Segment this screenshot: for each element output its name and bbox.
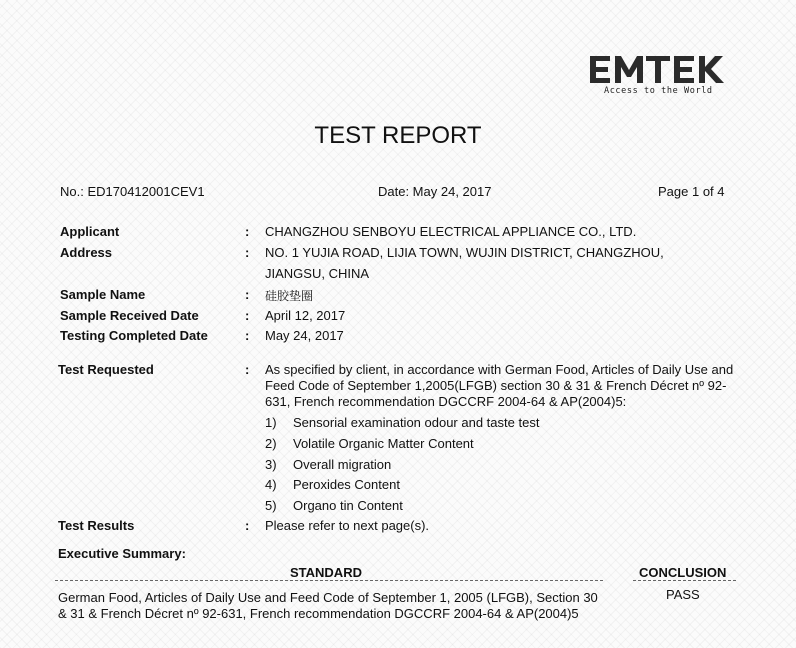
standard-text: German Food, Articles of Daily Use and Feed Code of September 1, 2005 (LFGB), Section 30 & 31 & French Décret nº 92-631, French recommendation DGCCRF 2004-64 & AP(2004)5	[58, 590, 598, 621]
sample-received-label: Sample Received Date	[60, 308, 199, 323]
colon: :	[245, 245, 250, 260]
test-item-number: 5)	[265, 498, 277, 513]
executive-summary-heading: Executive Summary:	[58, 546, 186, 561]
test-item-number: 3)	[265, 457, 277, 472]
conclusion-divider	[633, 580, 736, 581]
test-item-text: Sensorial examination odour and taste test	[293, 415, 540, 430]
testing-completed-label: Testing Completed Date	[60, 328, 208, 343]
testing-completed-value: May 24, 2017	[265, 328, 344, 343]
colon: :	[245, 362, 250, 377]
colon: :	[245, 328, 250, 343]
test-item-text: Overall migration	[293, 457, 392, 472]
emtek-logo-mark	[588, 52, 738, 86]
sample-received-value: April 12, 2017	[265, 308, 346, 323]
standard-divider	[55, 580, 603, 581]
test-item-text: Organo tin Content	[293, 498, 403, 513]
test-item-number: 1)	[265, 415, 277, 430]
test-item-number: 4)	[265, 477, 277, 492]
report-number: No.: ED170412001CEV1	[60, 184, 205, 199]
test-requested-value: As specified by client, in accordance with German Food, Articles of Daily Use and Feed Code of September 1,2005(LFGB) section 30 & 31 & French Décret nº 92-631, French recommendation DGCCRF 2004-64 & AP(2004)5:	[265, 362, 734, 409]
colon: :	[245, 308, 250, 323]
colon: :	[245, 224, 250, 239]
page-number: Page 1 of 4	[658, 184, 725, 199]
colon: :	[245, 518, 250, 533]
page-title: TEST REPORT	[314, 122, 482, 149]
test-item-text: Peroxides Content	[293, 477, 400, 492]
test-results-label: Test Results	[58, 518, 135, 533]
sample-name-value: 硅胶垫圈	[265, 289, 314, 303]
conclusion-value: PASS	[666, 587, 700, 602]
test-requested-label: Test Requested	[58, 362, 154, 377]
logo-tagline: Access to the World	[604, 86, 713, 96]
address-line2: JIANGSU, CHINA	[265, 266, 370, 281]
test-results-value: Please refer to next page(s).	[265, 518, 430, 533]
emtek-logo	[588, 52, 738, 98]
conclusion-column-header: CONCLUSION	[639, 565, 727, 580]
test-item-text: Volatile Organic Matter Content	[293, 436, 474, 451]
applicant-value: CHANGZHOU SENBOYU ELECTRICAL APPLIANCE CO., LTD.	[265, 224, 637, 239]
standard-column-header: STANDARD	[290, 565, 362, 580]
colon: :	[245, 287, 250, 302]
applicant-label: Applicant	[60, 224, 120, 239]
report-date: Date: May 24, 2017	[378, 184, 492, 199]
address-label: Address	[60, 245, 113, 260]
sample-name-label: Sample Name	[60, 287, 146, 302]
test-item-number: 2)	[265, 436, 277, 451]
address-line1: NO. 1 YUJIA ROAD, LIJIA TOWN, WUJIN DISTRICT, CHANGZHOU,	[265, 245, 664, 260]
